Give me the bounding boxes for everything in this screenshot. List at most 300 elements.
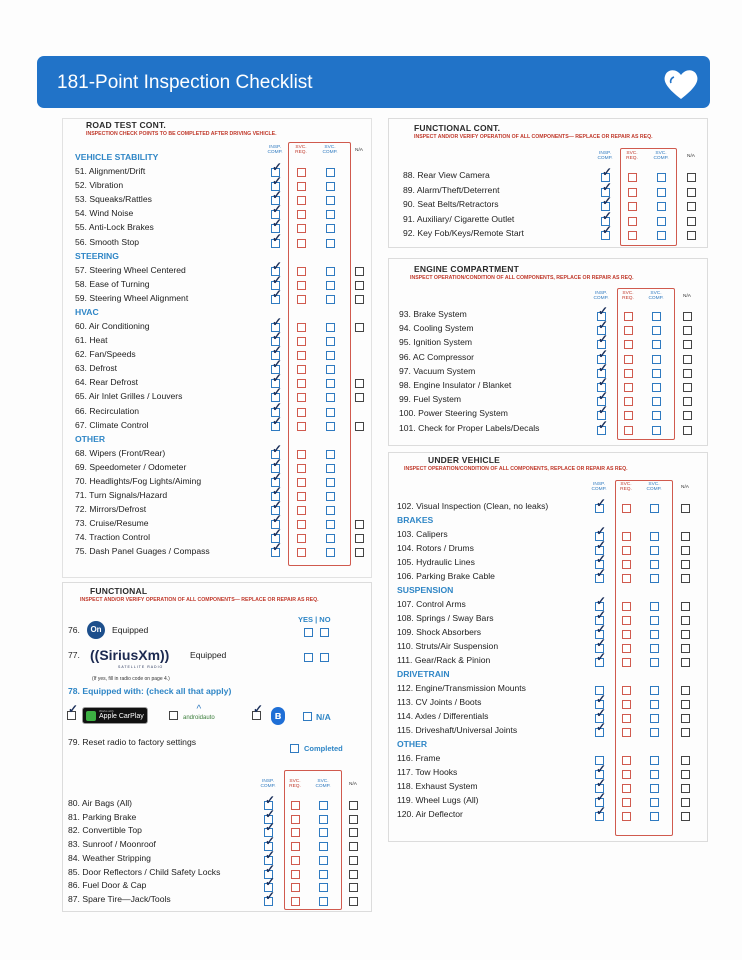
item-77-yes-checkbox[interactable] (304, 653, 313, 662)
svc-comp-checkbox[interactable] (650, 644, 659, 653)
svc-comp-checkbox[interactable] (652, 340, 661, 349)
heart-icon (662, 67, 700, 101)
category-label: OTHER (75, 433, 106, 444)
checklist-item-label: 94. Cooling System (399, 323, 474, 334)
col-header-svc-req: SVC. REQ. (295, 145, 307, 156)
svc-req-checkbox[interactable] (624, 411, 633, 420)
na-checkbox[interactable] (355, 520, 364, 529)
svc-comp-checkbox[interactable] (319, 883, 328, 892)
na-checkbox[interactable] (681, 644, 690, 653)
checklist-item-label: 80. Air Bags (All) (68, 798, 132, 808)
checkmark-icon: ✓ (68, 702, 79, 716)
na-checkbox[interactable] (355, 267, 364, 276)
na-checkbox[interactable] (681, 602, 690, 611)
svc-req-checkbox[interactable] (622, 714, 631, 723)
checkmark-icon: ✓ (265, 875, 276, 890)
checklist-item-label: 67. Climate Control (75, 419, 149, 430)
svc-req-checkbox[interactable] (622, 616, 631, 625)
svc-comp-checkbox[interactable] (657, 173, 666, 182)
checkmark-icon: ✓ (596, 636, 607, 650)
checklist-item-label: 93. Brake System (399, 309, 467, 319)
svc-comp-checkbox[interactable] (326, 548, 335, 557)
svc-comp-checkbox[interactable] (326, 323, 335, 332)
svc-req-checkbox[interactable] (297, 196, 306, 205)
na-checkbox[interactable] (355, 534, 364, 543)
svc-req-checkbox[interactable] (622, 658, 631, 667)
checklist-item-label: 82. Convertible Top (68, 825, 142, 836)
na-checkbox[interactable] (349, 856, 358, 865)
col-header-svc-req: SVC. REQ. (626, 151, 638, 162)
svc-comp-checkbox[interactable] (657, 188, 666, 197)
na-checkbox[interactable] (683, 426, 692, 435)
svc-req-checkbox[interactable] (622, 504, 631, 513)
siriusxm-logo-icon: ((SiriusXm)) (90, 647, 170, 663)
svc-comp-checkbox[interactable] (657, 202, 666, 211)
category-label: VEHICLE STABILITY (75, 152, 159, 162)
col-header-insp: INSP. COMP. (260, 779, 276, 790)
item-76-number: 76. (68, 625, 80, 635)
na-checkbox[interactable] (681, 574, 690, 583)
checkmark-icon: ✓ (596, 692, 607, 706)
na-checkbox[interactable] (355, 379, 364, 388)
na-checkbox[interactable] (355, 281, 364, 290)
svc-comp-checkbox[interactable] (326, 365, 335, 374)
na-checkbox[interactable] (681, 532, 690, 541)
category-label: DRIVETRAIN (397, 669, 450, 679)
svc-comp-checkbox[interactable] (326, 408, 335, 417)
na-checkbox[interactable] (681, 630, 690, 639)
na-checkbox[interactable] (355, 295, 364, 304)
svc-comp-checkbox[interactable] (650, 574, 659, 583)
checklist-item-label: 120. Air Deflector (397, 809, 463, 819)
svc-comp-checkbox[interactable] (652, 312, 661, 321)
na-checkbox[interactable] (687, 202, 696, 211)
checklist-item-label: 98. Engine Insulator / Blanket (399, 380, 512, 390)
checklist-item-label: 74. Traction Control (75, 532, 150, 543)
svc-comp-checkbox[interactable] (326, 281, 335, 290)
svc-comp-checkbox[interactable] (319, 897, 328, 906)
checklist-item-label: 72. Mirrors/Defrost (75, 504, 147, 515)
col-header-svc-comp: SVC. COMP. (315, 779, 331, 790)
audio-na-checkbox[interactable] (303, 712, 312, 721)
svc-req-checkbox[interactable] (297, 379, 306, 388)
item-76-no-checkbox[interactable] (320, 628, 329, 637)
svc-comp-checkbox[interactable] (650, 714, 659, 723)
checkmark-icon: ✓ (272, 160, 283, 174)
svc-req-checkbox[interactable] (622, 728, 631, 737)
checkmark-icon: ✓ (596, 594, 607, 608)
svc-req-checkbox[interactable] (297, 295, 306, 304)
svc-comp-checkbox[interactable] (319, 801, 328, 810)
checklist-item-label: 91. Auxiliary/ Cigarette Outlet (403, 213, 515, 224)
checklist-item-label: 58. Ease of Turning (75, 278, 150, 289)
svc-req-checkbox[interactable] (291, 883, 300, 892)
checklist-item-label: 109. Shock Absorbers (397, 627, 482, 637)
svc-comp-checkbox[interactable] (650, 728, 659, 737)
svc-comp-checkbox[interactable] (326, 182, 335, 191)
na-checkbox[interactable] (687, 231, 696, 240)
checklist-item-label: 90. Seat Belts/Retractors (403, 199, 499, 209)
na-checkbox[interactable] (355, 393, 364, 402)
svc-req-checkbox[interactable] (297, 210, 306, 219)
checklist-item-label: 62. Fan/Speeds (75, 349, 136, 360)
svc-comp-checkbox[interactable] (326, 224, 335, 233)
svc-req-checkbox[interactable] (622, 756, 631, 765)
na-checkbox[interactable] (349, 870, 358, 879)
svc-req-checkbox[interactable] (291, 801, 300, 810)
checklist-item-label: 51. Alignment/Drift (75, 166, 146, 176)
checklist-item-label: 84. Weather Stripping (68, 852, 151, 863)
checkmark-icon: ✓ (596, 538, 607, 552)
svc-req-checkbox[interactable] (624, 369, 633, 378)
svc-comp-checkbox[interactable] (652, 426, 661, 435)
checklist-item-label: 116. Frame (397, 753, 441, 763)
na-checkbox[interactable] (681, 728, 690, 737)
col-header-na: N/A (683, 294, 691, 299)
col-header-svc-comp: SVC. COMP. (646, 482, 662, 493)
svc-comp-checkbox[interactable] (650, 756, 659, 765)
na-checkbox[interactable] (681, 784, 690, 793)
functional-title: FUNCTIONAL (90, 586, 148, 596)
checklist-item-label: 118. Exhaust System (397, 781, 478, 791)
checklist-item-label: 64. Rear Defrost (75, 377, 139, 388)
checklist-item-label: 97. Vacuum System (399, 365, 476, 376)
svc-req-checkbox[interactable] (624, 312, 633, 321)
item-79-completed-checkbox[interactable] (290, 744, 299, 753)
na-checkbox[interactable] (687, 188, 696, 197)
na-checkbox[interactable] (683, 383, 692, 392)
na-checkbox[interactable] (681, 616, 690, 625)
checkmark-icon: ✓ (265, 888, 276, 903)
checkmark-icon: ✓ (596, 706, 607, 720)
svc-comp-checkbox[interactable] (326, 295, 335, 304)
na-checkbox[interactable] (681, 714, 690, 723)
svc-comp-checkbox[interactable] (650, 798, 659, 807)
radio-code-note: (If yes, fill in radio code on page 4.) (92, 676, 170, 682)
na-checkbox[interactable] (355, 548, 364, 557)
audio-na-label: N/A (316, 712, 331, 722)
item-76-label: Equipped (112, 625, 149, 635)
svc-req-checkbox[interactable] (297, 239, 306, 248)
svc-comp-checkbox[interactable] (650, 658, 659, 667)
col-header-insp: INSP. COMP. (591, 482, 607, 493)
na-checkbox[interactable] (681, 812, 690, 821)
item-76-yes-checkbox[interactable] (304, 628, 313, 637)
checklist-item-label: 102. Visual Inspection (Clean, no leaks) (397, 501, 549, 511)
svc-comp-checkbox[interactable] (326, 210, 335, 219)
na-checkbox[interactable] (349, 815, 358, 824)
checklist-item-label: 115. Driveshaft/Universal Joints (397, 725, 518, 735)
svc-req-checkbox[interactable] (291, 856, 300, 865)
svc-req-checkbox[interactable] (291, 815, 300, 824)
na-checkbox[interactable] (681, 546, 690, 555)
checkmark-icon: ✓ (272, 188, 283, 203)
engine-subtitle: INSPECT OPERATION/CONDITION OF ALL COMPONENTS, REPLACE OR REPAIR AS REQ. (410, 275, 634, 281)
svc-req-checkbox[interactable] (297, 337, 306, 346)
svc-req-checkbox[interactable] (297, 506, 306, 515)
checkmark-icon: ✓ (602, 179, 613, 194)
svc-comp-checkbox[interactable] (650, 616, 659, 625)
svc-comp-checkbox[interactable] (650, 602, 659, 611)
checklist-item-label: 73. Cruise/Resume (75, 518, 149, 529)
checklist-item-label: 81. Parking Brake (68, 811, 137, 822)
checkmark-icon: ✓ (602, 223, 613, 237)
checkmark-icon: ✓ (272, 329, 283, 343)
svc-comp-checkbox[interactable] (652, 326, 661, 335)
na-checkbox[interactable] (683, 411, 692, 420)
checklist-item-label: 103. Calipers (397, 529, 448, 539)
na-checkbox[interactable] (683, 340, 692, 349)
svc-comp-checkbox[interactable] (650, 630, 659, 639)
svc-comp-checkbox[interactable] (319, 856, 328, 865)
svc-comp-checkbox[interactable] (652, 383, 661, 392)
svc-req-checkbox[interactable] (622, 630, 631, 639)
na-checkbox[interactable] (681, 686, 690, 695)
svc-req-checkbox[interactable] (297, 393, 306, 402)
svc-comp-checkbox[interactable] (326, 351, 335, 360)
checkmark-icon: ✓ (598, 318, 609, 333)
svc-req-checkbox[interactable] (291, 870, 300, 879)
svc-comp-checkbox[interactable] (652, 355, 661, 364)
functional-subtitle: INSPECT AND/OR VERIFY OPERATION OF ALL COMPONENTS— REPLACE OR REPAIR AS REQ. (80, 597, 319, 603)
svc-comp-checkbox[interactable] (650, 700, 659, 709)
na-checkbox[interactable] (683, 397, 692, 406)
checklist-item-label: 117. Tow Hooks (397, 767, 458, 777)
na-checkbox[interactable] (681, 560, 690, 569)
checkmark-icon: ✓ (598, 389, 609, 404)
svc-req-checkbox[interactable] (297, 281, 306, 290)
na-checkbox[interactable] (349, 897, 358, 906)
na-checkbox[interactable] (681, 700, 690, 709)
na-checkbox[interactable] (681, 756, 690, 765)
svc-comp-checkbox[interactable] (650, 560, 659, 569)
checkmark-icon: ✓ (598, 346, 609, 361)
item-77-label: Equipped (190, 650, 227, 660)
svc-comp-checkbox[interactable] (319, 815, 328, 824)
item-79-label: 79. Reset radio to factory settings (68, 737, 197, 747)
svc-req-checkbox[interactable] (622, 574, 631, 583)
onstar-logo-icon: On (87, 621, 105, 639)
engine-title: ENGINE COMPARTMENT (414, 264, 519, 274)
checklist-item-label: 100. Power Steering System (399, 408, 508, 419)
svc-req-checkbox[interactable] (297, 224, 306, 233)
col-header-na: N/A (681, 485, 689, 490)
checkmark-icon: ✓ (598, 417, 609, 432)
svc-req-checkbox[interactable] (622, 532, 631, 541)
svc-req-checkbox[interactable] (297, 422, 306, 431)
checklist-item-label: 56. Smooth Stop (75, 236, 140, 247)
svc-comp-checkbox[interactable] (650, 532, 659, 541)
checklist-item-label: 107. Control Arms (397, 599, 466, 609)
checkmark-icon: ✓ (602, 208, 613, 223)
bluetooth-icon: ʙ (271, 707, 285, 725)
svc-req-checkbox[interactable] (628, 188, 637, 197)
svc-comp-checkbox[interactable] (326, 196, 335, 205)
category-label: SUSPENSION (397, 585, 454, 595)
svc-comp-checkbox[interactable] (650, 784, 659, 793)
svc-comp-checkbox[interactable] (326, 478, 335, 487)
checklist-item-label: 111. Gear/Rack & Pinion (397, 655, 491, 665)
checklist-item-label: 54. Wind Noise (75, 208, 134, 219)
na-checkbox[interactable] (355, 422, 364, 431)
na-checkbox[interactable] (681, 504, 690, 513)
checkmark-icon: ✓ (265, 806, 276, 821)
android-auto-text: androidauto (183, 715, 215, 721)
svc-req-checkbox[interactable] (297, 351, 306, 360)
checkmark-icon: ✓ (265, 793, 276, 807)
svc-req-checkbox[interactable] (624, 355, 633, 364)
svc-req-checkbox[interactable] (622, 812, 631, 821)
svc-req-checkbox[interactable] (622, 602, 631, 611)
svc-comp-checkbox[interactable] (326, 450, 335, 459)
checklist-item-label: 85. Door Reflectors / Child Safety Locks (68, 866, 221, 877)
svc-comp-checkbox[interactable] (652, 369, 661, 378)
svc-req-checkbox[interactable] (297, 323, 306, 332)
svc-comp-checkbox[interactable] (319, 828, 328, 837)
checkmark-icon: ✓ (272, 357, 283, 372)
svc-comp-checkbox[interactable] (326, 506, 335, 515)
svc-req-checkbox[interactable] (297, 520, 306, 529)
na-checkbox[interactable] (349, 842, 358, 851)
svc-req-checkbox[interactable] (291, 842, 300, 851)
svc-req-checkbox[interactable] (622, 560, 631, 569)
na-checkbox[interactable] (355, 323, 364, 332)
svc-comp-checkbox[interactable] (650, 770, 659, 779)
android-chevron-icon: ^ (196, 704, 202, 715)
under-vehicle-subtitle: INSPECT OPERATION/CONDITION OF ALL COMPONENTS, REPLACE OR REPAIR AS REQ. (404, 466, 628, 472)
svc-comp-checkbox[interactable] (657, 231, 666, 240)
svc-comp-checkbox[interactable] (326, 422, 335, 431)
svc-req-checkbox[interactable] (297, 464, 306, 473)
road-test-title: ROAD TEST CONT. (86, 120, 166, 130)
checkmark-icon: ✓ (596, 552, 607, 566)
svc-req-checkbox[interactable] (628, 202, 637, 211)
na-checkbox[interactable] (349, 883, 358, 892)
category-label: BRAKES (397, 515, 434, 525)
svc-req-checkbox[interactable] (291, 897, 300, 906)
svc-req-checkbox[interactable] (622, 784, 631, 793)
svc-comp-checkbox[interactable] (326, 267, 335, 276)
item-77-no-checkbox[interactable] (320, 653, 329, 662)
svc-req-checkbox[interactable] (297, 182, 306, 191)
svc-comp-checkbox[interactable] (326, 492, 335, 501)
svc-comp-checkbox[interactable] (326, 168, 335, 177)
na-checkbox[interactable] (681, 658, 690, 667)
svc-req-checkbox[interactable] (624, 383, 633, 392)
svc-req-checkbox[interactable] (624, 326, 633, 335)
checkmark-icon: ✓ (272, 512, 283, 527)
checkmark-icon: ✓ (272, 413, 283, 428)
svc-comp-checkbox[interactable] (326, 393, 335, 402)
checkmark-icon: ✓ (596, 608, 607, 622)
svc-req-checkbox[interactable] (297, 365, 306, 374)
svc-req-checkbox[interactable] (297, 408, 306, 417)
checklist-item-label: 99. Fuel System (399, 394, 462, 405)
svc-req-checkbox[interactable] (297, 168, 306, 177)
svc-req-checkbox[interactable] (622, 798, 631, 807)
checklist-item-label: 114. Axles / Differentials (397, 711, 489, 721)
svc-req-checkbox[interactable] (622, 644, 631, 653)
svc-req-checkbox[interactable] (628, 173, 637, 182)
checkmark-icon: ✓ (265, 861, 276, 876)
svc-comp-checkbox[interactable] (326, 379, 335, 388)
checkmark-icon: ✓ (596, 776, 607, 790)
svc-comp-checkbox[interactable] (326, 520, 335, 529)
svc-req-checkbox[interactable] (622, 700, 631, 709)
svc-req-checkbox[interactable] (624, 397, 633, 406)
svc-comp-checkbox[interactable] (652, 397, 661, 406)
svc-req-checkbox[interactable] (297, 267, 306, 276)
svc-req-checkbox[interactable] (622, 686, 631, 695)
svc-comp-checkbox[interactable] (326, 534, 335, 543)
na-checkbox[interactable] (683, 326, 692, 335)
checklist-item-label: 52. Vibration (75, 180, 124, 191)
svc-req-checkbox[interactable] (628, 231, 637, 240)
svc-req-checkbox[interactable] (628, 217, 637, 226)
item-79-completed-label: Completed (304, 744, 343, 753)
svc-comp-checkbox[interactable] (326, 239, 335, 248)
svc-req-checkbox[interactable] (297, 534, 306, 543)
col-header-na: N/A (355, 148, 363, 153)
na-checkbox[interactable] (349, 801, 358, 810)
na-checkbox[interactable] (687, 173, 696, 182)
na-checkbox[interactable] (683, 355, 692, 364)
svc-req-checkbox[interactable] (624, 340, 633, 349)
svc-comp-checkbox[interactable] (319, 842, 328, 851)
svc-comp-checkbox[interactable] (326, 337, 335, 346)
svc-comp-checkbox[interactable] (657, 217, 666, 226)
na-checkbox[interactable] (681, 770, 690, 779)
col-header-svc-req: SVC. REQ. (620, 482, 632, 493)
checkmark-icon: ✓ (272, 343, 283, 358)
svc-req-checkbox[interactable] (622, 770, 631, 779)
checkmark-icon: ✓ (272, 399, 283, 414)
svc-comp-checkbox[interactable] (319, 870, 328, 879)
checklist-header (37, 56, 710, 108)
svc-comp-checkbox[interactable] (650, 686, 659, 695)
na-checkbox[interactable] (349, 828, 358, 837)
checkmark-icon: ✓ (272, 455, 283, 470)
svc-req-checkbox[interactable] (297, 450, 306, 459)
svc-comp-checkbox[interactable] (326, 464, 335, 473)
na-checkbox[interactable] (687, 217, 696, 226)
na-checkbox[interactable] (681, 798, 690, 807)
na-checkbox[interactable] (683, 369, 692, 378)
checklist-item-label: 104. Rotors / Drums (397, 543, 474, 553)
svc-req-checkbox[interactable] (622, 546, 631, 555)
svc-comp-checkbox[interactable] (650, 812, 659, 821)
checklist-item-label: 86. Fuel Door & Cap (68, 880, 147, 891)
android-auto-checkbox[interactable] (169, 711, 178, 720)
na-checkbox[interactable] (683, 312, 692, 321)
svc-req-checkbox[interactable] (297, 548, 306, 557)
svc-req-checkbox[interactable] (624, 426, 633, 435)
svc-req-checkbox[interactable] (297, 478, 306, 487)
checkmark-icon: ✓ (596, 790, 607, 804)
svc-req-checkbox[interactable] (297, 492, 306, 501)
checkmark-icon: ✓ (272, 371, 283, 386)
svc-req-checkbox[interactable] (291, 828, 300, 837)
checkmark-icon: ✓ (272, 484, 283, 498)
svc-comp-checkbox[interactable] (650, 504, 659, 513)
checkmark-icon: ✓ (598, 304, 609, 318)
svc-comp-checkbox[interactable] (650, 546, 659, 555)
checklist-item-label: 66. Recirculation (75, 405, 140, 416)
col-header-svc-req: SVC. REQ. (622, 291, 634, 302)
checkmark-icon: ✓ (596, 524, 607, 538)
svc-comp-checkbox[interactable] (652, 411, 661, 420)
checklist-item-label: 59. Steering Wheel Alignment (75, 292, 189, 303)
